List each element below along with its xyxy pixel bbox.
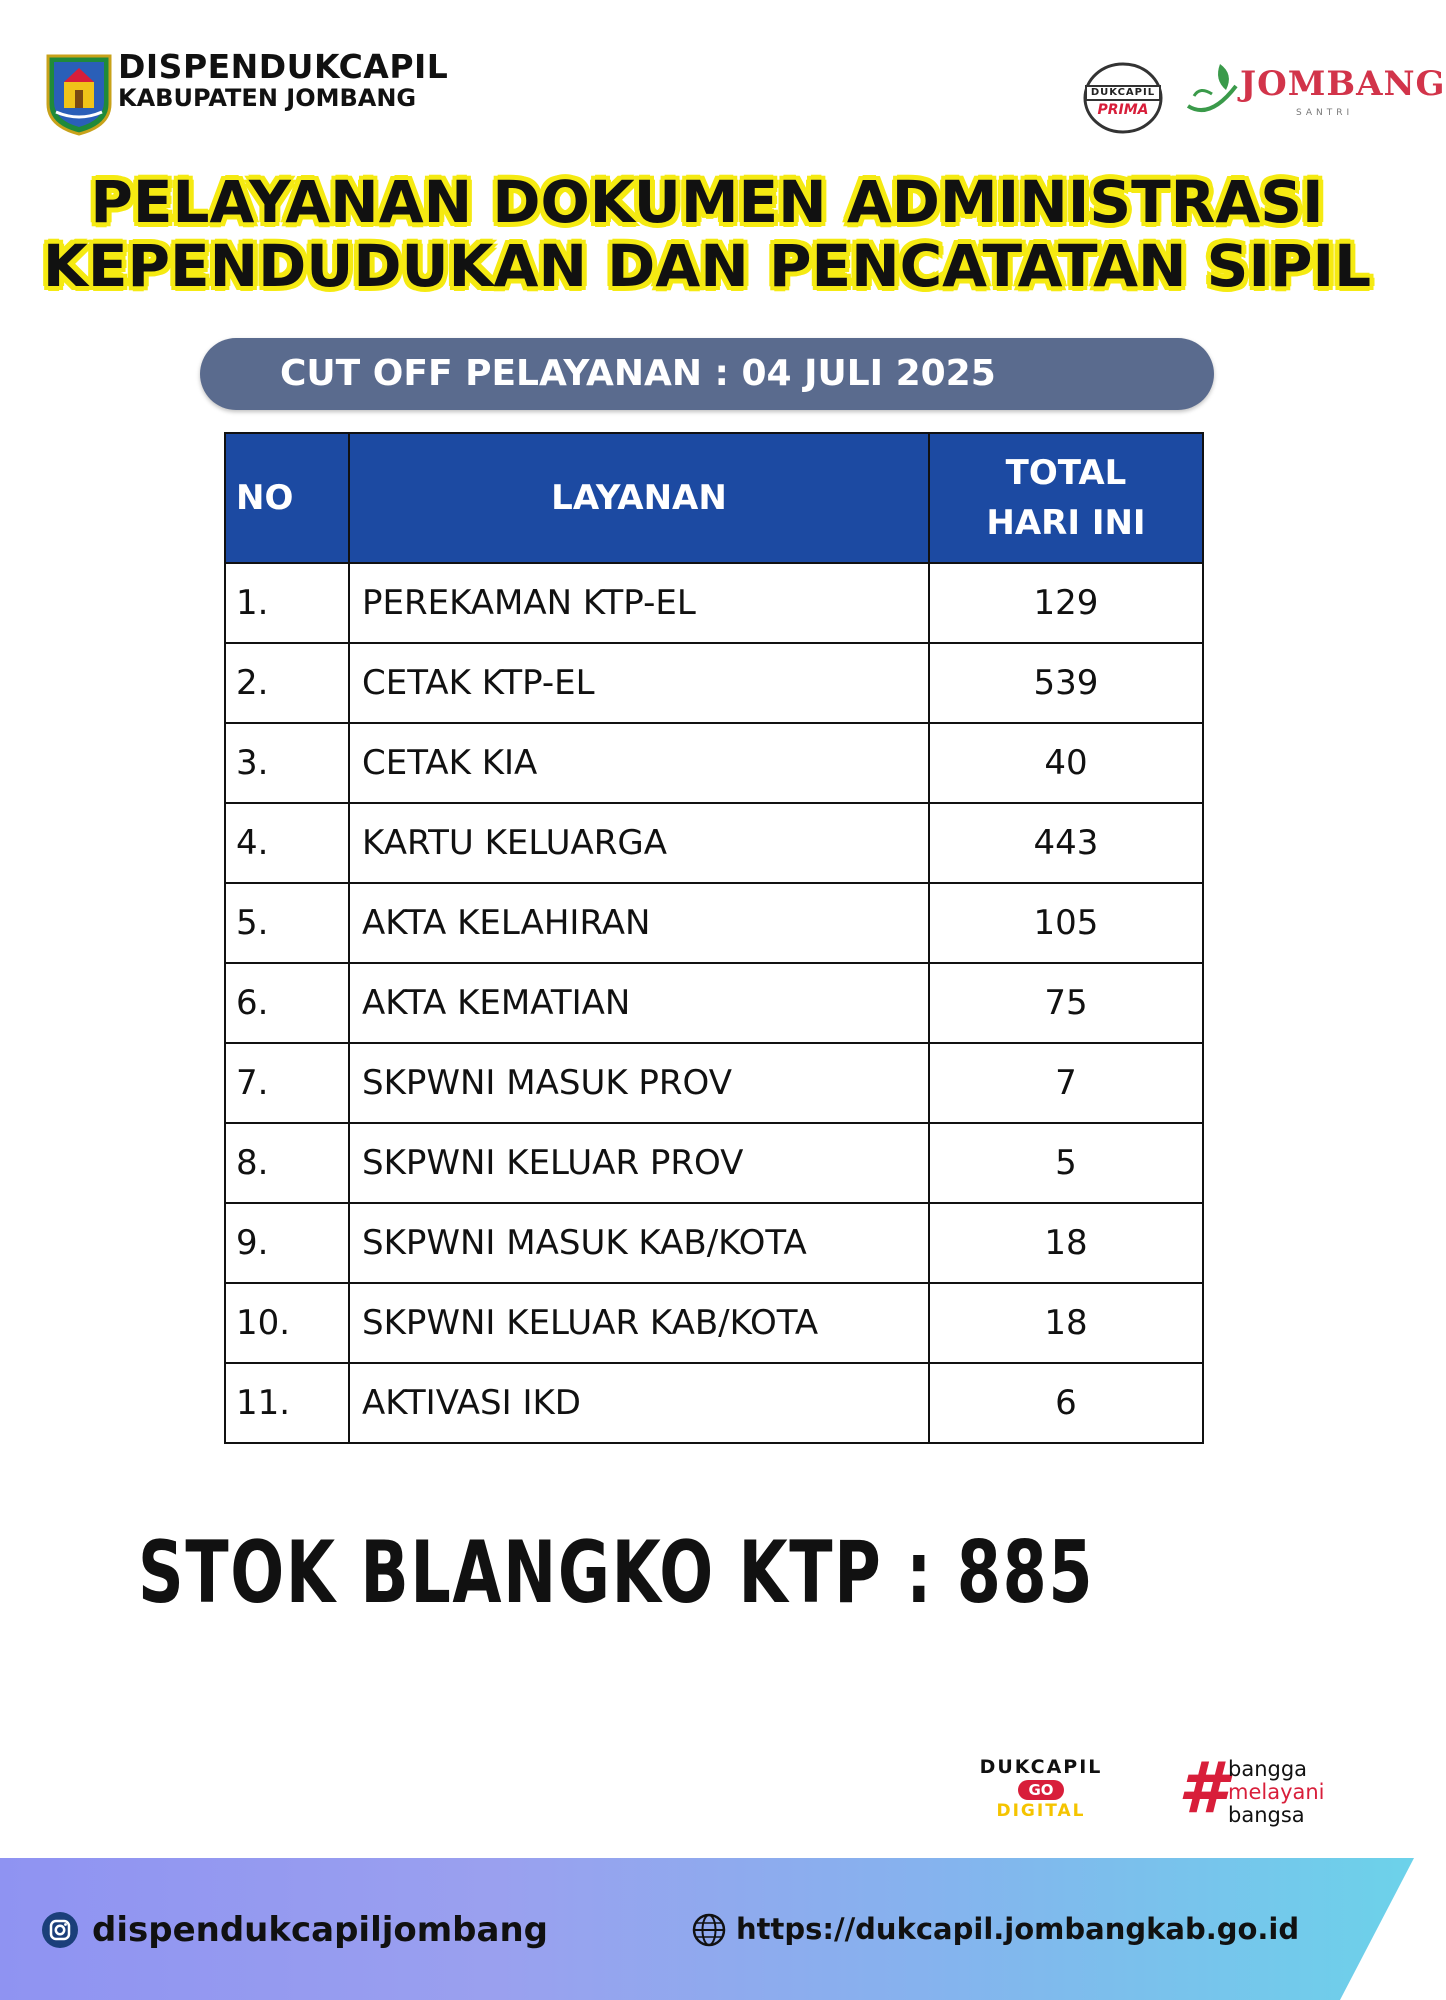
globe-icon [692, 1913, 726, 1947]
leaf-swirl-icon [1180, 56, 1244, 126]
instagram-handle[interactable]: dispendukcapiljombang [92, 1910, 548, 1950]
row-total: 105 [929, 883, 1203, 963]
row-total: 443 [929, 803, 1203, 883]
row-total: 129 [929, 563, 1203, 643]
row-total: 40 [929, 723, 1203, 803]
stok-blangko-text: STOK BLANGKO KTP : 885 [138, 1523, 1095, 1623]
table-row [225, 883, 1203, 963]
header-total-line1: TOTAL [1005, 453, 1127, 493]
prima-line1: DUKCAPIL [1090, 87, 1156, 98]
dukcapil-prima-logo [1080, 60, 1166, 136]
row-total: 18 [929, 1203, 1203, 1283]
bangga-text [1228, 1758, 1325, 1827]
row-total: 75 [929, 963, 1203, 1043]
row-total: 5 [929, 1123, 1203, 1203]
jombang-word: JOMBANG [1240, 64, 1446, 104]
table-row [225, 1203, 1203, 1283]
row-no: 2. [225, 643, 349, 723]
org-subtitle: KABUPATEN JOMBANG [118, 84, 417, 112]
row-layanan: CETAK KIA [349, 723, 929, 803]
row-total: 539 [929, 643, 1203, 723]
bangga-melayani-bangsa-logo [1178, 1747, 1358, 1834]
kabupaten-jombang-crest-icon [44, 52, 114, 136]
table-row [225, 803, 1203, 883]
row-no: 9. [225, 1203, 349, 1283]
row-no: 6. [225, 963, 349, 1043]
row-no: 1. [225, 563, 349, 643]
bangga-line1: bangga [1228, 1757, 1308, 1781]
header-layanan: LAYANAN [349, 433, 929, 563]
table-row [225, 643, 1203, 723]
row-layanan: CETAK KTP-EL [349, 643, 929, 723]
row-layanan: AKTA KEMATIAN [349, 963, 929, 1043]
bangga-line3: bangsa [1228, 1803, 1305, 1827]
dukcapil-go-digital-logo [966, 1756, 1116, 1830]
table-row [225, 723, 1203, 803]
row-total: 18 [929, 1283, 1203, 1363]
row-total: 6 [929, 1363, 1203, 1443]
header-no: NO [225, 433, 349, 563]
row-total: 7 [929, 1043, 1203, 1123]
jombang-tagline: SANTRI [1296, 108, 1354, 118]
row-layanan: AKTIVASI IKD [349, 1363, 929, 1443]
cutoff-banner [200, 338, 1214, 410]
row-layanan: KARTU KELUARGA [349, 803, 929, 883]
row-no: 5. [225, 883, 349, 963]
row-no: 4. [225, 803, 349, 883]
row-no: 7. [225, 1043, 349, 1123]
row-layanan: SKPWNI KELUAR PROV [349, 1123, 929, 1203]
table-row [225, 1363, 1203, 1443]
table-row [225, 963, 1203, 1043]
prima-line2: PRIMA [1097, 102, 1149, 118]
row-no: 3. [225, 723, 349, 803]
header-total [929, 433, 1203, 563]
row-no: 11. [225, 1363, 349, 1443]
go-digital-line3: DIGITAL [996, 1801, 1086, 1821]
row-layanan: SKPWNI KELUAR KAB/KOTA [349, 1283, 929, 1363]
table-row [225, 1043, 1203, 1123]
service-table [224, 432, 1204, 1444]
row-layanan: SKPWNI MASUK PROV [349, 1043, 929, 1123]
table-row [225, 563, 1203, 643]
header-total-line2: HARI INI [986, 503, 1146, 543]
hashtag-icon: # [1178, 1747, 1227, 1829]
page-title-line1: PELAYANAN DOKUMEN ADMINISTRASI [90, 168, 1324, 236]
page-title-line2: KEPENDUDUKAN DAN PENCATATAN SIPIL [42, 232, 1372, 300]
bangga-line2: melayani [1228, 1780, 1325, 1804]
go-digital-line1: DUKCAPIL [979, 1756, 1103, 1778]
prima-badge-icon [1080, 60, 1166, 136]
row-layanan: SKPWNI MASUK KAB/KOTA [349, 1203, 929, 1283]
table-row [225, 1283, 1203, 1363]
row-no: 8. [225, 1123, 349, 1203]
instagram-icon [42, 1912, 78, 1948]
row-no: 10. [225, 1283, 349, 1363]
table-row [225, 1123, 1203, 1203]
row-layanan: PEREKAMAN KTP-EL [349, 563, 929, 643]
cutoff-text: CUT OFF PELAYANAN : 04 JULI 2025 [280, 353, 996, 394]
row-layanan: AKTA KELAHIRAN [349, 883, 929, 963]
go-digital-line2: GO [1018, 1780, 1063, 1800]
website-link[interactable]: https://dukcapil.jombangkab.go.id [736, 1912, 1300, 1946]
table-header-row [225, 433, 1203, 563]
jombang-santri-logo [1180, 56, 1446, 128]
org-name: DISPENDUKCAPIL [118, 47, 449, 86]
